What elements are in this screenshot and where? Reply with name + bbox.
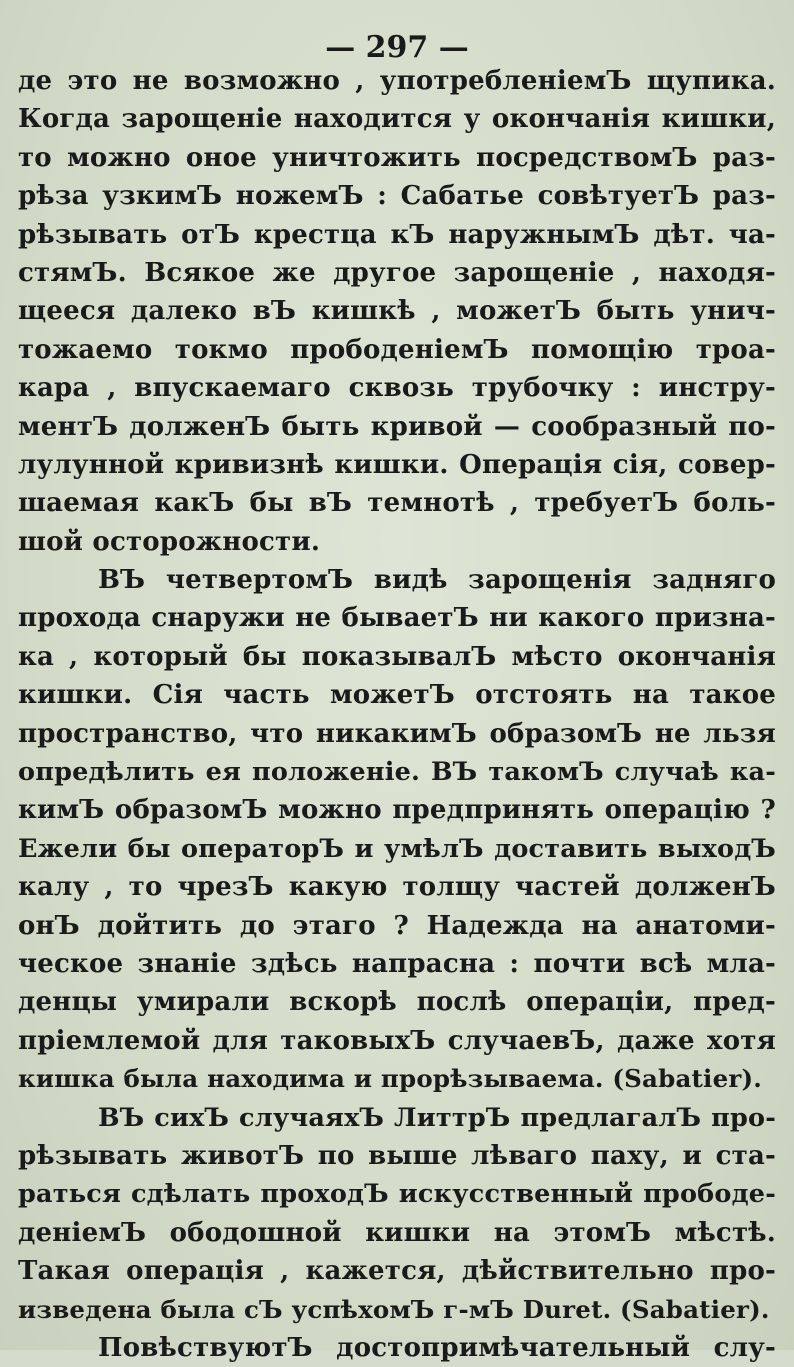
text-line: то можно оное уничтожить посредствомЪ раз- [18,142,776,173]
text-line: ка , который бы показывалЪ мѣсто окончанія [18,641,776,672]
text-line: калу , то чрезЪ какую толщу частей долженЪ [18,872,776,903]
paragraph-end-line: шой осторожности. [18,526,321,557]
text-line: ментЪ долженЪ быть кривой — сообразный по- [18,411,776,442]
text-line: де это не возможно , употребленіемЪ щупика. [18,66,776,96]
text-line: шаемая какЪ бы вЪ темнотѣ , требуетЪ боль- [18,488,776,519]
text-line: прохода снаружи не бываетЪ ни какого призна- [18,603,776,634]
text-line: Ежели бы операторЪ и умѣлЪ доставить выходЪ [18,833,776,864]
text-line: стямЪ. Всякое же другое зарощеніе , находя- [18,257,776,288]
text-line: онЪ дойтить до этаго ? Надежда на анатоми- [18,910,776,941]
paragraph-end-line: кишка была находима и прорѣзываема. (Sabatier). [18,1064,762,1094]
text-line: кара , впускаемаго сквозь трубочку : инстру- [18,373,776,404]
text-line: кишки. Сія часть можетЪ отстоять на такое [18,680,776,711]
text-line: Такая операція , кажется, дѣйствительно про- [18,1256,776,1287]
text-line: рѣзывать отЪ крестца кЪ наружнымЪ дѣт. ча- [18,219,776,250]
text-line: тожаемо токмо прободеніемЪ помощію троа- [18,334,776,365]
page-number: — 297 — [325,30,469,65]
text-line: рѣза узкимЪ ножемЪ : Сабатье совѣтуетЪ раз- [18,181,776,212]
text-line: пріемлемой для таковыхЪ случаевЪ, даже хотя [18,1025,776,1056]
text-line: деніемЪ ободошной кишки на этомЪ мѣстѣ. [18,1217,776,1248]
text-line: опредѣлить ея положеніе. ВЪ такомЪ случаѣ ка- [18,757,776,788]
paragraph-end-line: изведена была сЪ успѣхомЪ г-мЪ Duret. (Sabatier). [18,1294,770,1324]
text-line: пространство, что никакимЪ образомЪ не льзя [18,718,776,749]
text-line: Когда зарощеніе находится у окончанія кишки, [18,104,776,135]
text-line: денцы умирали вскорѣ послѣ операціи, пред- [18,987,776,1018]
paragraph-start-line: ВЪ сихЪ случаяхЪ ЛиттрЪ предлагалЪ про- [98,1102,776,1133]
text-line: кимЪ образомЪ можно предпринять операцію ? [18,795,776,826]
page-text [18,62,776,1367]
text-line: щееся далеко вЪ кишкѣ , можетЪ быть унич- [18,296,776,327]
paragraph-start-line: ПовѣствуютЪ достопримѣчательный слу- [98,1332,776,1363]
paragraph-start-line: ВЪ четвертомЪ видѣ зарощенія задняго [98,565,776,596]
text-line: лулунной кривизнѣ кишки. Операція сія, совер- [18,449,776,480]
text-line: рѣзывать животЪ по выше лѣваго паху, и ста- [18,1140,776,1171]
text-line: ческое знаніе здѣсь напрасна : почти всѣ мла- [18,948,776,979]
text-line: раться сдѣлать проходЪ искусственный прободе- [18,1179,776,1210]
